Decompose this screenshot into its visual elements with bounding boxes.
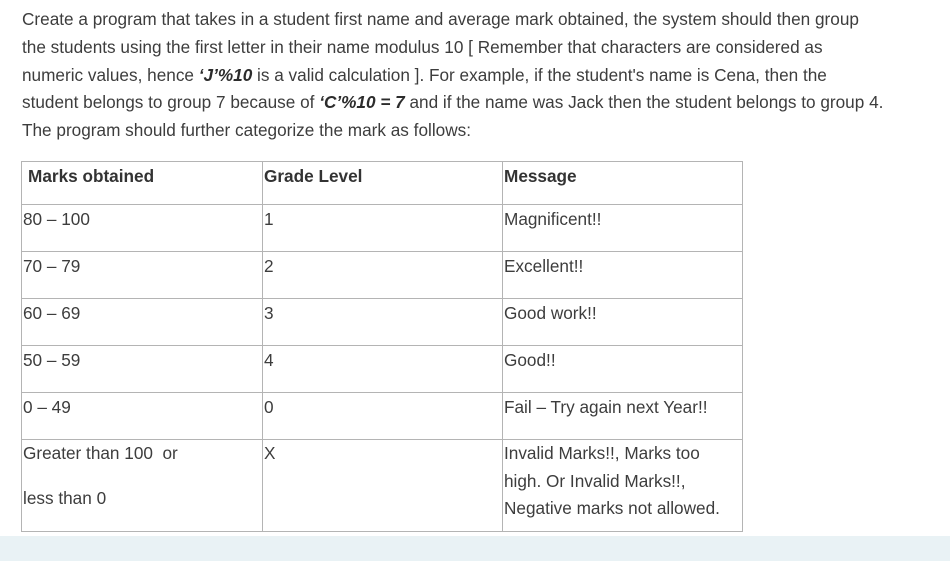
intro-line-1: Create a program that takes in a student first name and average mark obtained, the system should then group [22, 9, 859, 29]
table-row [22, 205, 743, 252]
cell-message: Good!! [503, 346, 743, 393]
cell-message-line-2: high. Or Invalid Marks!!, [504, 470, 686, 491]
intro-line-5: The program should further categorize the mark as follows: [22, 120, 471, 141]
cell-message: Magnificent!! [503, 205, 743, 252]
cell-marks: 60 – 69 [22, 299, 263, 346]
header-grade-level: Grade Level [263, 162, 503, 205]
cell-marks-line-2: less than 0 [23, 487, 107, 508]
cell-grade: 0 [263, 393, 503, 440]
page-footer-band [0, 536, 950, 561]
cell-message: Fail – Try again next Year!! [503, 393, 743, 440]
cell-marks: 70 – 79 [22, 252, 263, 299]
intro-line-4 [22, 89, 950, 117]
intro-line-3 [22, 62, 950, 90]
cell-message-line-3: Negative marks not allowed. [504, 498, 720, 518]
table-row [22, 393, 743, 440]
grade-table [21, 161, 743, 532]
intro-line-4-a: student belongs to group 7 because of [22, 92, 320, 113]
cell-message: Good work!! [503, 299, 743, 346]
cell-grade: 3 [263, 299, 503, 346]
cell-marks: 0 – 49 [22, 393, 263, 440]
cell-marks-invalid [22, 440, 263, 532]
table-row [22, 252, 743, 299]
intro-line-2: the students using the first letter in their name modulus 10 [ Remember that characters are considered as [22, 36, 823, 57]
cell-grade-invalid: X [263, 440, 503, 532]
cell-message: Excellent!! [503, 252, 743, 299]
intro-line-3-emphasis: ‘J’%10 [198, 64, 253, 85]
cell-grade: 4 [263, 346, 503, 393]
cell-marks: 80 – 100 [22, 205, 263, 252]
table-header-row [22, 162, 743, 205]
intro-line-4-emphasis: ‘C’%10 = 7 [319, 92, 405, 113]
cell-marks: 50 – 59 [22, 346, 263, 393]
cell-grade: 2 [263, 252, 503, 299]
intro-line-4-c: and if the name was Jack then the student belongs to group 4. [404, 92, 884, 113]
cell-grade: 1 [263, 205, 503, 252]
cell-message-line-1: Invalid Marks!!, Marks too [504, 443, 700, 463]
cell-message-invalid [503, 440, 743, 532]
header-marks-obtained: Marks obtained [22, 162, 263, 205]
intro-line-3-a: numeric values, hence [22, 64, 199, 85]
intro-line-3-c: is a valid calculation ]. For example, if the student's name is Cena, then the [252, 64, 827, 85]
cell-marks-line-1: Greater than 100 or [23, 443, 178, 463]
problem-statement [22, 6, 950, 145]
header-message: Message [503, 162, 743, 205]
table-row [22, 299, 743, 346]
table-row-invalid [22, 440, 743, 532]
table-row [22, 346, 743, 393]
